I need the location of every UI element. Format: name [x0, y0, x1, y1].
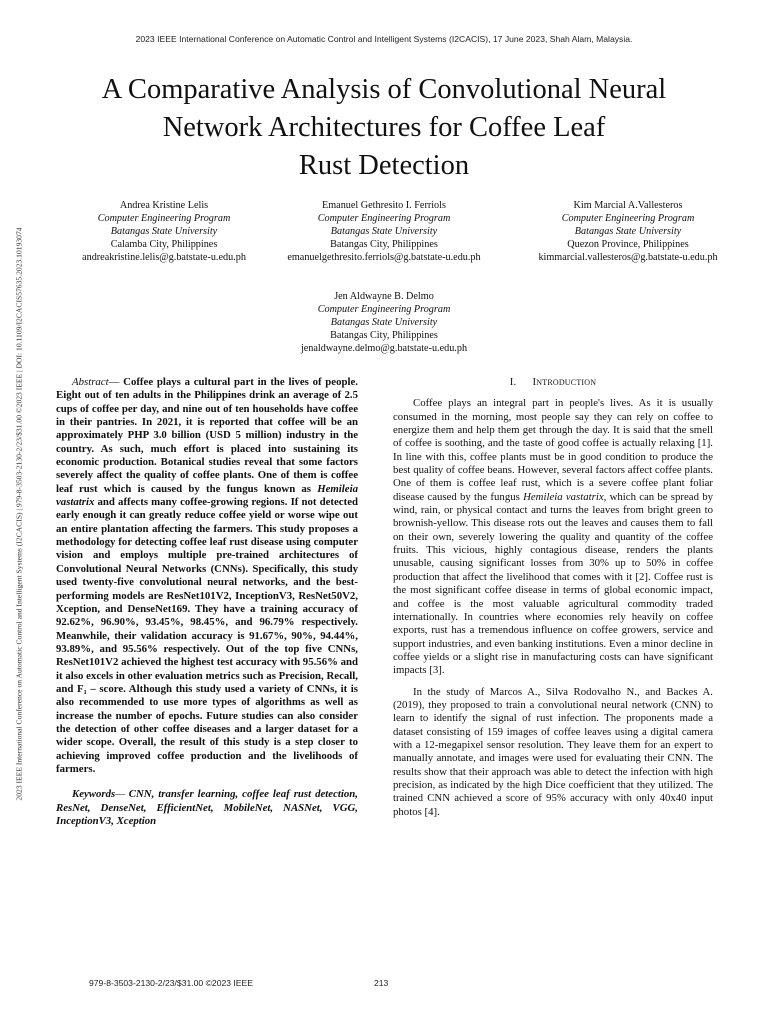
intro-paragraph-1-text-a: Coffee plays an integral part in people's lives. As it is usually consumed in the morning, most people say they can rely on coffee to energize them and help them get through the day. It is said that the smell of coffee is soothing, and the taste of good coffee is actually relaxing [1]. In line with this, coffee plants must be in good condition to produce the best quality of coffee beans. However, several factors affect coffee plants. One of them is coffee leaf rust, which is a severe coffee plant foliar disease caused by the fungus: [393, 397, 713, 503]
section-title: Introduction: [532, 376, 597, 388]
author-location: Quezon Province, Philippines: [567, 239, 689, 250]
author-program: Computer Engineering Program: [317, 213, 451, 224]
intro-paragraph-2: In the study of Marcos A., Silva Rodovalho N., and Backes A. (2019), they proposed to train a convolutional neural network (CNN) to learn to identify the signal of rust infection. The proponents made a dataset consisting of 159 images of coffee leaves using a digital camera with a 12-megapixel sensor resolution. They leave them for an expert to manually annotate, and images were used for evaluating their CNN. The results show that their approach was able to detect the infection with high precision, as indicated by the high Dice coefficient that they utilized. The trained CNN achieved a score of 95% accuracy with only 40x40 input photos [4].: [393, 685, 713, 818]
author-email: kimmarcial.vallesteros@g.batstate-u.edu.ph: [538, 252, 718, 263]
abstract-label: Abstract: [72, 376, 109, 388]
keywords-dash: —: [115, 788, 129, 801]
author-block: [44, 199, 284, 264]
abstract-text-2: and affects many coffee-growing regions. If not detected early enough it can greatly reduce coffee yield or worse wipe out an entire plantation affecting the farmers. This study proposes a methodology for detecting coffee leaf rust disease using computer vision and employs multiple pre-trained architectures of Convolutional Neural Networks (CNNs). Specifically, this study used twenty-five convolutional neural networks, and the best-performing models are ResNet101V2, InceptionV3, ResNet50V2, Xception, and DenseNet169. They have a training accuracy of 92.62%, 96.90%, 93.45%, 98.45%, and 96.79% respectively. Meanwhile, their validation accuracy is 91.67%, 90%, 94.44%, 93.89%, and 95.56% respectively. Out of the top five CNNs, ResNet101V2 achieved the highest test accuracy with 95.56% and it also excels in other evaluation metrics such as Precision, Recall, and F₁ – score. Although this study used a variety of CNNs, it is also recommended to use more types of algorithms as well as increase the number of epochs. Future studies can also consider the detection of other coffee diseases and a larger dataset for a wider scope. Overall, the result of this study is a step closer to achieving improved coffee production and the livelihoods of farmers.: [56, 496, 358, 775]
section-heading: [393, 376, 713, 389]
author-block: [264, 290, 504, 355]
right-column: [393, 376, 713, 827]
footer-isbn: 979-8-3503-2130-2/23/$31.00 ©2023 IEEE: [89, 978, 254, 988]
author-university: Batangas State University: [110, 226, 218, 237]
author-program: Computer Engineering Program: [561, 213, 695, 224]
abstract: [56, 376, 358, 776]
page-number: 213: [374, 978, 389, 988]
author-email: emanuelgethresito.ferriols@g.batstate-u.edu.ph: [287, 252, 481, 263]
author-block: [264, 199, 504, 264]
author-location: Batangas City, Philippines: [330, 330, 438, 341]
author-name: Andrea Kristine Lelis: [119, 200, 209, 211]
author-block: [508, 199, 748, 264]
author-email: andreakristine.lelis@g.batstate-u.edu.ph: [82, 252, 246, 263]
author-university: Batangas State University: [330, 317, 438, 328]
author-name: Emanuel Gethresito I. Ferriols: [322, 200, 446, 211]
author-program: Computer Engineering Program: [317, 304, 451, 315]
author-location: Batangas City, Philippines: [330, 239, 438, 250]
side-doi-banner: [13, 124, 25, 904]
keywords: [56, 788, 358, 828]
left-column: [56, 376, 358, 828]
title-line-1: A Comparative Analysis of Convolutional Neural: [101, 74, 667, 105]
abstract-text-1: Coffee plays a cultural part in the lives of people. Eight out of ten adults in the Philippines drink an average of 2.5 cups of coffee per day, and nine out of ten households have coffee in their pantries. In 2021, it is reported that coffee will be an approximately PHP 3.0 billion (USD 5 million) industry in the country. As such, much effort is placed into sustaining its economic production. Botanical studies reveal that some factors severely affect the quality of coffee plants. One of them is coffee leaf rust which is caused by the fungus known as: [56, 376, 358, 495]
author-email: jenaldwayne.delmo@g.batstate-u.edu.ph: [300, 343, 468, 354]
abstract-dash: —: [108, 376, 124, 388]
intro-paragraph-1: [393, 397, 713, 677]
keywords-label: Keywords: [72, 788, 116, 801]
author-program: Computer Engineering Program: [97, 213, 231, 224]
conference-header: 2023 IEEE International Conference on Automatic Control and Intelligent Systems (I2CACIS), 17 June 2023, Shah Alam, Malaysia.: [135, 34, 633, 44]
keywords-text: CNN, transfer learning, coffee leaf rust detection, ResNet, DenseNet, EfficientNet, MobileNet, NASNet, VGG, InceptionV3, Xception: [56, 788, 358, 827]
side-doi-text: 2023 IEEE International Conference on Automatic Control and Intelligent Systems (I2CACIS) | 979-8-3503-2130-2/23/$31.00 ©2023 IEEE | DOI: 10.1109/I2CACIS57635.2023.10193074: [14, 227, 24, 801]
intro-paragraph-1-text-b: which can be spread by wind, rain, or physical contact and turns the leaves from bright green to brownish-yellow. This disease rots out the leaves and causes them to fall on their own, severely lowering the quality and quantity of the coffee fruits. This vicious, highly contagious disease, renders the plants unusable, causing significant losses from 30% up to 50% in coffee production that affect the livelihood that comes with it [2]. Coffee rust is the most significant coffee disease in terms of global economic impact, and coffee is the most valuable agricultural commodity traded internationally. In countries where economies rely heavily on coffee exports, rust has a tremendous influence on coffee growers, service and support industries, and even banking institutions. Even a minor decline in coffee yields or a slight rise in manufacturing costs can have significant impacts [3].: [393, 490, 714, 677]
author-name: Jen Aldwayne B. Delmo: [334, 291, 434, 302]
author-location: Calamba City, Philippines: [110, 239, 218, 250]
author-university: Batangas State University: [574, 226, 682, 237]
abstract-species: Hemileia vastatrix: [56, 482, 358, 509]
intro-paragraph-1-species: Hemileia vastatrix,: [523, 490, 607, 503]
section-number: I.: [509, 376, 517, 388]
title-line-2: Network Architectures for Coffee Leaf: [162, 112, 606, 143]
author-university: Batangas State University: [330, 226, 438, 237]
author-name: Kim Marcial A.Vallesteros: [573, 200, 683, 211]
title-line-3: Rust Detection: [298, 150, 470, 181]
paper-title: [60, 71, 708, 185]
